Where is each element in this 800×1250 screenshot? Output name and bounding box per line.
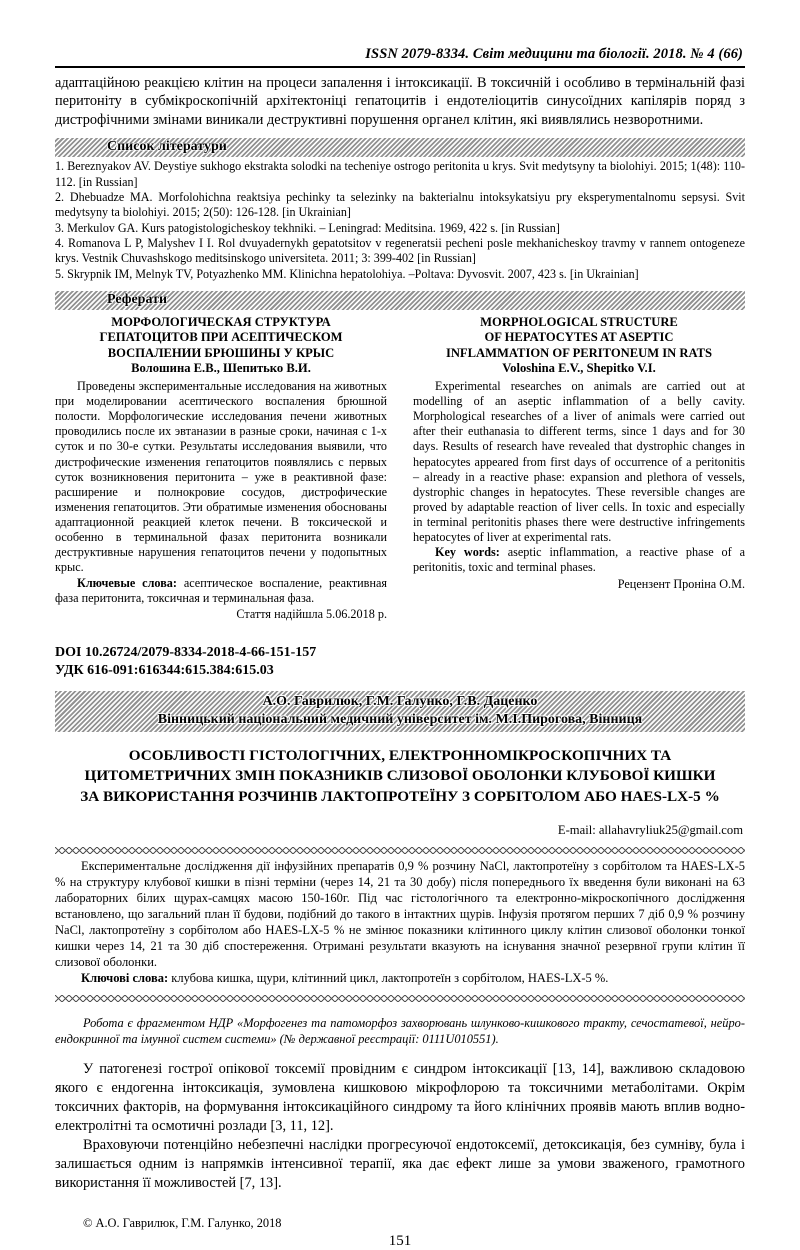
reference-item: 2. Dhebuadze MA. Morfolohichna reaktsiya pechinky ta selezinky na bakterialnu intoksykatsiyu pry eksperymentalnomu sepsysi. Svit medytsyny ta biolohiyi. 2015; 2(50): 126-128. [in Ukrainian] [55,190,745,220]
abstract-russian [55,315,387,622]
abstract-en-authors: Voloshina E.V., Shepitko V.I. [502,361,656,376]
article-affiliation: Вінницький національний медичний університет ім. М.І.Пирогова, Вінниця [157,711,643,727]
wavy-separator-top [55,847,745,854]
article-title-line: ЗА ВИКОРИСТАННЯ РОЗЧИНІВ ЛАКТОПРОТЕЇНУ З СОРБІТОЛОМ АБО HAES-LX-5 % [80,787,720,805]
abstract-en-title-line: INFLAMMATION OF PERITONEUM IN RATS [445,345,713,360]
abstract-en-keywords-text: aseptic inflammation, a reactive phase of a peritonitis, toxic and terminal phases. [413,545,745,575]
abstract-en-title-line: OF HEPATOCYTES AT ASEPTIC [484,330,674,345]
abstract-ru-keywords [55,576,387,606]
header-rule [55,66,745,68]
reference-item: 3. Merkulov GA. Kurs patogistologicheskoy tekhniki. – Leningrad: Meditsina. 1969, 422 s. [in Russian] [55,220,560,235]
references-heading-label: Список літератури [107,139,227,155]
reference-item: 4. Romanova L P, Malyshev I I. Rol dvuyadernykh gepatotsitov v regeneratsii pecheni posle mekhanicheskoy travmy v rannem ontogeneze krys. Vestnik Chuvashskogo meditsinskogo universiteta. 2011; 3: 399-402 [in Russian] [55,236,745,266]
copyright-line: © А.О. Гаврилюк, Г.М. Галунко, 2018 [83,1215,282,1230]
udk-line: УДК 616-091:616344:615.384:615.03 [55,663,274,679]
article-authors-bar [55,691,745,732]
article-abstract: Експериментальне дослідження дії інфузійних препаратів 0,9 % розчину NaCl, лактопротеїну з сорбітолом та HAES-LX-5 % на структуру клубової кишки в пізні терміни (через 14, 21 та 30 добу) після попереднього їх введення були виконані на 63 лабораторних білих щурах-самцях масою 150-160г. Під час гістологічного та електронно-мікроскопічного дослідження встановлено, що загальний план її будови, подібний до такого в інтактних щурів. Інфузія протягом перших 7 діб 0,9 % розчину NaCl, лактопротеїну з сорбітолом або HAES-LX-5 % не змінює показники клітинного циклу клітин слизової оболонки тонкої кишки через 14, 21 та 30 діб спостереження. Отримані результати вказують на існування значної резервної групи клітин її слизової оболонки. [55,858,745,969]
abstracts-columns [55,315,745,622]
body-paragraph: У патогенезі гострої опікової токсемії провідним є синдром інтоксикації [13, 14], важливою складовою якого є ендогенна інтоксикація, зумовлена кишковою мікрофлорою та токсичними метаболітами. Окрім токсичних факторів, на формування інтоксикаційного синдрому та його клінічних проявів мають вплив водно-електролітні та осмотичні розлади [3, 11, 12]. [55,1060,745,1134]
abstract-ru-title [55,315,387,361]
abstracts-heading-bar [55,291,745,310]
abstract-en-keywords-label: Key words: [435,545,500,560]
abstract-english [413,315,745,622]
abstract-ru-body: Проведены экспериментальные исследования на животных при моделировании асептического воспаления брюшной полости. Морфологические исследования печени животных проводились после их эвтаназии в разные сроки, начиная с 1-х суток и по 30-е сутки. Результаты исследования выявили, что дистрофические изменения гепатоцитов появлялись с первых суток возникновения перитонита – уже в реактивной фазе: расширение и полнокровие сосудов, дистрофические изменения гепатоцитов. Эти обратимые изменения обоснованы адаптационной реакцией клеток печени. В токсической и особенно в терминальной фазах перитонита возникали деструктивные нарушения гепатоцитов печени у подопытных крыс. [55,378,387,575]
reference-item: 5. Skrypnik IM, Melnyk TV, Potyazhenko MM. Klinichna hepatolohiya. –Poltava: Dyvosvit. 2007, 423 s. [in Ukrainian] [55,266,639,281]
abstract-en-title [413,315,745,361]
doi-line: DOI 10.26724/2079-8334-2018-4-66-151-157 [55,644,317,660]
doi-block [55,644,745,681]
article-title-line: ОСОБЛИВОСТІ ГІСТОЛОГІЧНИХ, ЕЛЕКТРОННОМІКРОСКОПІЧНИХ ТА [128,747,672,765]
running-head: ISSN 2079-8334. Світ медицини та біології. 2018. № 4 (66) [365,46,743,62]
abstract-ru-title-line: МОРФОЛОГИЧЕСКАЯ СТРУКТУРА [111,315,331,330]
abstract-ru-footer: Стаття надійшла 5.06.2018 р. [236,606,387,621]
funding-note: Робота є фрагментом НДР «Морфогенез та патоморфоз захворювань шлунково-кишкового тракту, сечостатевої, нейро-ендокринної та імунної систем системи» (№ державної реєстрації: 0111U010551). [55,1015,745,1046]
abstract-ru-keywords-label: Ключевые слова: [77,575,177,590]
article-title-line: ЦИТОМЕТРИЧНИХ ЗМІН ПОКАЗНИКІВ СЛИЗОВОЇ ОБОЛОНКИ КЛУБОВОЇ КИШКИ [84,767,716,785]
article-keywords-label: Ключові слова: [81,970,169,985]
abstract-en-keywords [413,545,745,575]
abstract-en-footer: Рецензент Проніна О.М. [617,576,745,591]
article-keywords-text: клубова кишка, щури, клітинний цикл, лактопротеїн з сорбітолом, HAES-LX-5 %. [168,970,609,985]
article-title [55,746,745,807]
article-authors: А.О. Гаврилюк, Г.М. Галунко, Г.В. Даценко [262,693,538,709]
references-list [55,159,745,282]
abstract-ru-authors: Волошина Е.В., Шепитько В.И. [131,361,311,376]
abstract-ru-title-line: ВОСПАЛЕНИИ БРЮШИНЫ У КРЫС [107,345,335,360]
abstract-en-body: Experimental researches on animals are carried out at modelling of an aseptic inflammation of a belly cavity. Morphological researches of a liver of animals were carried out after their euthanasia to different terms, since 1 days and for 30 days. Results of research have revealed that dystrophic changes in hepatocytes appeared from first days of occurrence of a peritonitis – already in a reactive phase: expansion and plethora of vessels, dystrophic changes in hepatocytes. These reversible changes are proved by adaptable reaction of liver cells. In toxic and especially in terminal peritonitis phases there were destructive infringements hepatocytes of liver at experimental rats. [413,378,745,545]
intro-paragraph: адаптаційною реакцією клітин на процеси запалення і інтоксикації. В токсичній і особливо в термінальній фазі перитоніту в субмікроскопічній архітектоніці гепатоцитів і ендотеліоцитів синусоїдних капілярів поряд з дистрофічними змінами виникали деструктивні порушення органел клітин, які виявлялись незворотними. [55,75,745,128]
references-heading-bar [55,138,745,157]
abstract-ru-keywords-text: асептическое воспаление, реактивная фаза перитонита, токсичная и терминальная фаза. [55,575,387,605]
body-paragraph: Враховуючи потенційно небезпечні наслідки прогресуючої ендотоксемії, детоксикація, без сумніву, була і залишається одним із напрямків інтенсивної терапії, яка дає ефект лише за умови зваженого, грамотного використання її можливостей [7, 13]. [55,1137,745,1192]
reference-item: 1. Bereznyakov AV. Deystiye sukhogo ekstrakta solodki na techeniye ostrogo peritonita u krys. Svit medytsyny ta biolohiyi. 2015; 1(48): 110-112. [in Russian] [55,159,745,189]
abstracts-heading-label: Реферати [107,292,168,308]
abstract-en-title-line: MORPHOLOGICAL STRUCTURE [480,315,678,330]
wavy-separator-bottom [55,995,745,1002]
article-keywords [55,970,745,986]
abstract-ru-title-line: ГЕПАТОЦИТОВ ПРИ АСЕПТИЧЕСКОМ [99,330,343,345]
article-email[interactable]: E-mail: allahavryliuk25@gmail.com [557,822,743,837]
page-number: 151 [388,1232,412,1249]
